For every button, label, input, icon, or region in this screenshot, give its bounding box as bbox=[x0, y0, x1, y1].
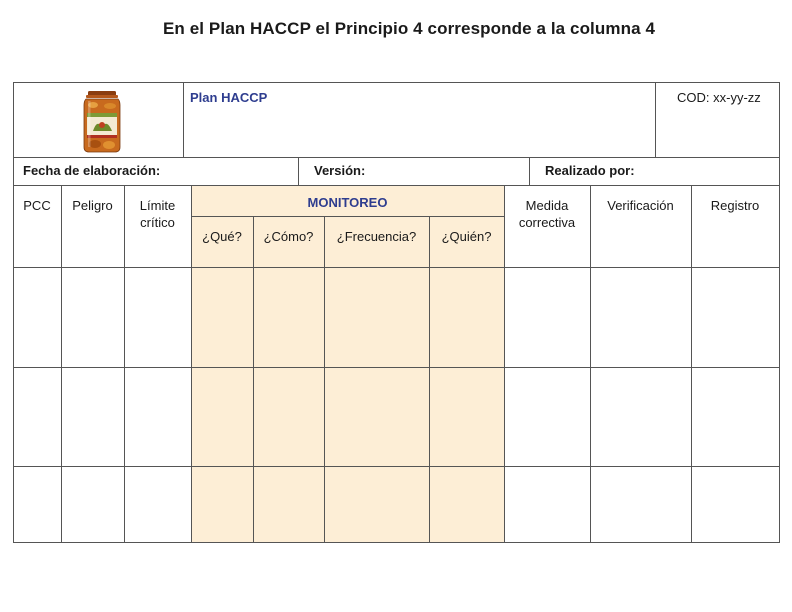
realizado-label: Realizado por: bbox=[545, 163, 635, 178]
col-header-peligro: Peligro bbox=[72, 198, 113, 213]
code-label: COD: xx-yy-zz bbox=[677, 90, 761, 105]
col-header-medida: Medida correctiva bbox=[518, 198, 576, 230]
fecha-label: Fecha de elaboración: bbox=[23, 163, 161, 178]
table-row[interactable] bbox=[14, 467, 779, 542]
col-header-como: ¿Cómo? bbox=[263, 229, 314, 244]
table-row[interactable] bbox=[14, 268, 779, 367]
table-row[interactable] bbox=[14, 368, 779, 466]
col-header-verificacion: Verificación bbox=[607, 198, 674, 213]
page-title: En el Plan HACCP el Principio 4 corresponde a la columna 4 bbox=[162, 19, 656, 38]
col-header-que: ¿Qué? bbox=[202, 229, 242, 244]
col-header-limite: Límite crítico bbox=[139, 198, 176, 230]
col-header-quien: ¿Quién? bbox=[441, 229, 492, 244]
col-header-pcc: PCC bbox=[23, 198, 51, 213]
pickle-jar-icon bbox=[83, 91, 121, 153]
plan-haccp-label: Plan HACCP bbox=[190, 90, 268, 105]
col-header-monitoreo: MONITOREO bbox=[307, 195, 388, 210]
version-label: Versión: bbox=[314, 163, 366, 178]
col-header-registro: Registro bbox=[710, 198, 760, 213]
col-header-frecuencia: ¿Frecuencia? bbox=[336, 229, 417, 244]
